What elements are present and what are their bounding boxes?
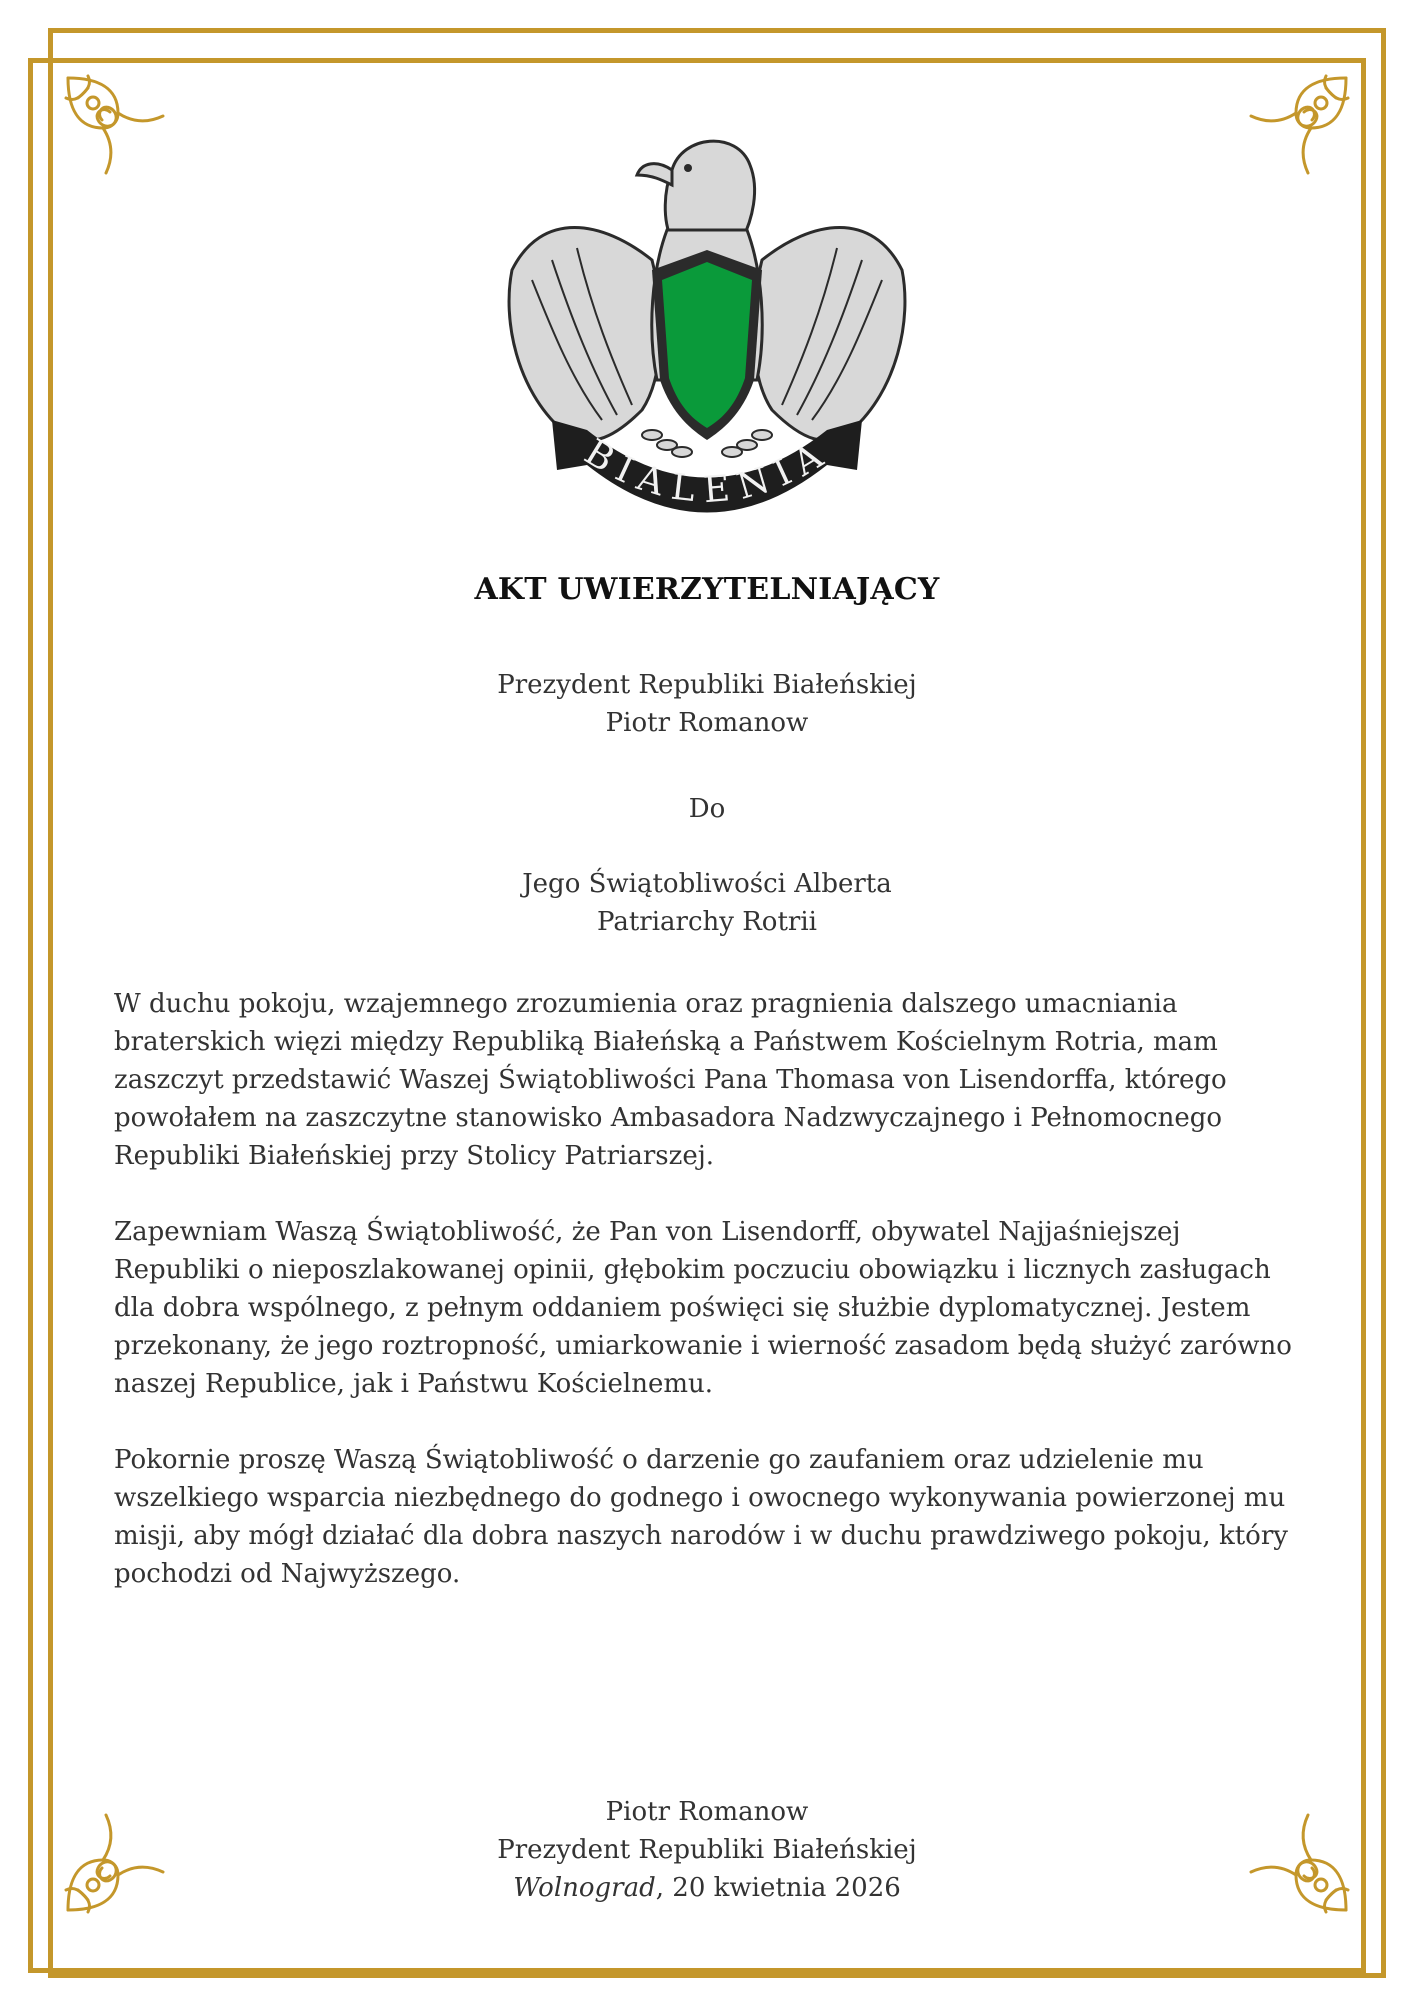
signature-date: , 20 kwietnia 2026 xyxy=(655,1873,901,1903)
letter-body xyxy=(114,985,1304,1631)
document-title: AKT UWIERZYTELNIAJĄCY xyxy=(474,572,940,607)
paragraph-3: Pokornie proszę Waszą Świątobliwość o darzenie go zaufaniem oraz udzielenie mu wszelkiego wsparcia niezbędnego do godnego i owocnego wykonywania powierzonej mu misji, aby mógł działać dla dobra naszych narodów i w duchu prawdziwego pokoju, który pochodzi od Najwyższego. xyxy=(114,1445,1288,1589)
eagle-emblem-icon xyxy=(492,130,922,530)
recipient-block xyxy=(0,865,1414,941)
sender-block xyxy=(0,666,1414,742)
signature-title: Prezydent Republiki Białeńskiej xyxy=(497,1835,917,1865)
paragraph-1: W duchu pokoju, wzajemnego zrozumienia oraz pragnienia dalszego umacniania braterskich więzi między Republiką Białeńską a Państwem Kościelnym Rotria, mam zaszczyt przedstawić Waszej Świątobliwości Pana Thomasa von Lisendorffa, którego powołałem na zaszczytne stanowisko Ambasadora Nadzwyczajnego i Pełnomocnego Republiki Białeńskiej przy Stolicy Patriarszej. xyxy=(114,989,1227,1171)
paragraph-2: Zapewniam Waszą Świątobliwość, że Pan von Lisendorff, obywatel Najjaśniejszej Republiki o nieposzlakowanej opinii, głębokim poczuciu obowiązku i licznych zasługach dla dobra wspólnego, z pełnym oddaniem poświęci się służbie dyplomatycznej. Jestem przekonany, że jego roztropność, umiarkowanie i wierność zasadom będą służyć zarówno naszej Republice, jak i Państwu Kościelnemu. xyxy=(114,1217,1292,1399)
recipient-line-1: Jego Świątobliwości Alberta xyxy=(522,869,892,899)
sender-name: Piotr Romanow xyxy=(605,708,809,738)
svg-text:BIALENIA: BIALENIA xyxy=(577,431,837,512)
signature-name: Piotr Romanow xyxy=(605,1797,809,1827)
signature-block xyxy=(0,1793,1414,1907)
recipient-line-2: Patriarchy Rotrii xyxy=(597,907,817,937)
corner-ornament-icon xyxy=(1236,68,1356,188)
place-and-date xyxy=(0,1869,1414,1907)
sender-title: Prezydent Republiki Białeńskiej xyxy=(497,670,917,700)
corner-ornament-icon xyxy=(58,68,178,188)
to-word: Do xyxy=(688,794,726,824)
signature-place: Wolnograd xyxy=(513,1873,656,1903)
